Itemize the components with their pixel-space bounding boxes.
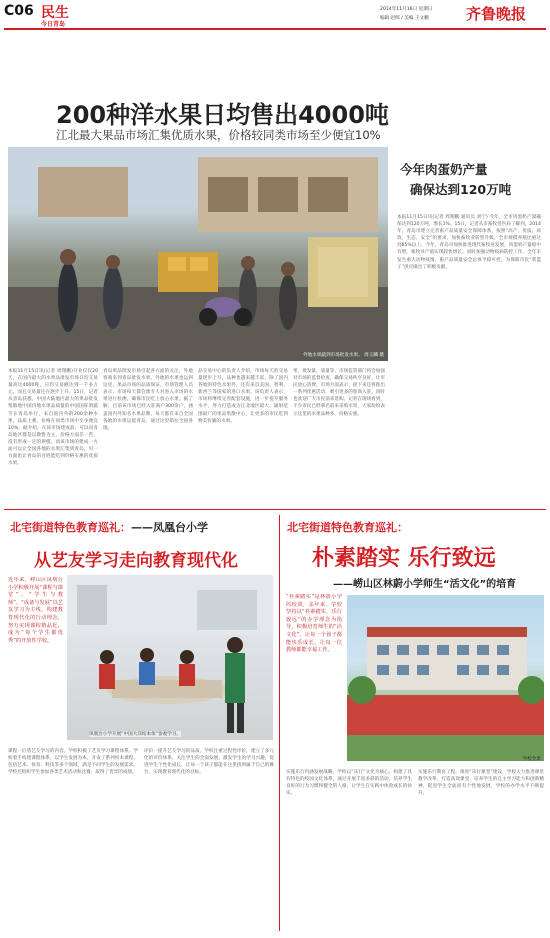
- campus-illustration: [347, 595, 544, 761]
- left-feature-photo: [67, 575, 273, 740]
- editor-line: 编辑 赵晖 / 美编 王文鹏: [380, 16, 429, 21]
- left-feature-dash: ——: [131, 521, 153, 534]
- left-feature-body-1: 课程一后盾艺友学习的内容。学校积极了艺友学习课程体系。学校着手构建课程体系，以学生发展为本，开发了系列校本课程，包括艺术、体育、科技等多个领域，满足不同学生的发展需求。学校还组织学生参加各类艺术活动和比赛，取得了优异的成绩。: [8, 749, 138, 776]
- right-feature-photo-caption: 学校全景: [522, 757, 541, 761]
- lead-column-1: 本报11月15日讯(记者 周翔鹏)开业仅仅20天，在国内最大的水果品批发市场日均交易量高达4000吨，日均交易额达到一千多万元，而且交易量还在逐步上升。15日，记者从青岛获悉，中国大陆地区最大的果品批发集散地中国内地水果品质量的中国国际果蔬节在青岛举行，来自国内外的200余种水果，品质上乘，价格在同类市场中至少便宜10%。据介绍，在该市场建成前，可以说青岛地区都是以散售为主，价格方面差一些，没有形成一定的规模。而该市场的建成一方面可以让全国各地的水果汇集到青岛，另一方面也让青岛的百姓能吃到价格实惠的优质水果。: [8, 369, 98, 467]
- header-red-rule: [4, 28, 546, 30]
- left-feature-series: 北宅街道特色教育巡礼：: [10, 521, 131, 534]
- left-feature-intro: 近年来，崂山区凤凰台小学积极开展“课程与课堂”、“学生与教师”、“成备与发展”以艺友学习为主线，构建教育现代化的行动理念，努力实现课程精品化、成为“每个学生都优秀”的开放性学校。: [8, 577, 63, 644]
- egg-story-title-line2: 确保达到120万吨: [410, 182, 512, 197]
- right-feature-body-2: 实施乐行教育工程，推进“乐行课堂”建设，学校大力推进课堂教学改革，打造高效课堂，培养学生的自主学习能力和创新精神，促进学生全面而有个性地发展，学校的办学水平不断提升。: [418, 770, 544, 797]
- left-feature-body-2: 评价一提升艺友学习的品质。学校注重过程性评价，建立了多元化的评价体系，关注学生的全面发展，激发学生的学习兴趣，促进学生个性化成长，让每一个孩子都能在这里找到属于自己的舞台，实现教育现代化的目标。: [144, 749, 274, 776]
- lead-headline: 200种洋水果日均售出4000吨: [56, 101, 389, 129]
- right-feature-label: 北宅街道特色教育巡礼：: [287, 521, 408, 534]
- lead-subheadline: 江北最大果品市场汇集优质水果，价格较同类市场至少便宜10%: [56, 128, 381, 142]
- section-divider: [4, 509, 546, 510]
- lead-column-4: 果、批发量、质量等，市场监管部门将会加强对市场的监督检查，确保交易秩序良好，让市民放心消费。市场方面表示，接下来还将推出一系列优惠活动，吸引更多的客商入驻，同时也欢迎广大市民前来选购。记者在现场看到，不少市民已经慕名前来采购水果，大家纷纷表示这里的水果品种多、价格实惠。: [293, 369, 385, 417]
- right-feature-title: 朴素踏实 乐行致远: [312, 546, 496, 571]
- lead-photo: [8, 147, 388, 361]
- egg-story-body: 本报11月15日讯(记者 周翔鹏 通讯员 刘宁) 今年，全市肉蛋奶产量确保达到120万吨，增长1%。15日，记者从市畜牧兽医局了解到，2014年，青岛市建立完善畜产品质量安全保障体系，按照“高产、优质、高效、生态、安全”的要求，加快畜牧业转型升级，全市规模养殖比重达到85%以上。今年，青岛市加快推进现代畜牧业发展，肉蛋奶产量稳中有增，畜牧业产值实现较快增长。同时加强动物疫病防控工作，全年未发生重大动物疫情，畜产品质量安全总体平稳可控，为保障市民“菜篮子”供应做出了积极贡献。: [397, 215, 541, 270]
- page-code: C06: [4, 3, 34, 19]
- left-feature-school: 凤凰台小学: [153, 521, 208, 534]
- left-feature-label: [10, 519, 208, 535]
- classroom-illustration: [67, 575, 273, 740]
- right-feature-subtitle: ——崂山区林蔚小学师生“活文化”的培育: [333, 579, 517, 590]
- feature-column-divider: [279, 515, 280, 931]
- lead-column-2: 青岛果品批发市场引起各方面的关注，外地客商来到青岛批发水果，外地的水果也运到这里，果品市场的品质保证，市场管理人员表示，市场每天都会派专人对进入市场的水果进行检测，确保市民吃上放心水果。据了解，目前该市场已经入驻商户300余户，涵盖国内外知名水果品牌，每天都有来自全国各地的水果运抵青岛，通过这里销往全国各地。: [103, 369, 193, 431]
- masthead-logo: 齐鲁晚报: [466, 5, 527, 23]
- lead-photo-caption: 外地水果蔬到市场批发水果。 周玉麟 摄: [302, 353, 384, 358]
- left-feature-title: 从艺友学习走向教育现代化: [34, 551, 238, 571]
- left-feature-photo-caption: 凤凰台小学开展“中国大洋结本体”参观学习。: [89, 732, 182, 737]
- right-feature-photo: [347, 595, 544, 761]
- right-feature-body-1: 实施乐行内涵发展战略，学校以“乐行”文化为核心，构建了具有特色的校园文化体系，通过开展丰富多彩的活动，培养学生良好的行为习惯和健全的人格，让学生在实践中体验成长的快乐。: [286, 770, 412, 797]
- date-line: 2014年11月16日 星期日: [380, 7, 433, 12]
- lead-column-3: 品交易中心的负责人介绍，市场每天的交易量逐步上升，品种也越来越丰富，除了国内各地的特色水果外，还有来自美国、智利、新西兰等国家的进口水果。该负责人表示，市场将继续完善配套设施，进一步提升服务水平，努力打造成为江北地区最大、辐射范围最广的果品集散中心，让更多的市民吃到物美价廉的水果。: [198, 369, 288, 424]
- sub-section-name: 今日青岛: [41, 21, 66, 28]
- right-feature-intro: “朴素踏实”是林蔚小学的校训，多年来，学校坚持以“朴素踏实、乐行致远”的办学理念为指导，积极培育师生的“活文化”，让每一个孩子都能快乐成长，让每一位教师都能幸福工作。: [286, 594, 342, 654]
- egg-story-title-line1: 今年肉蛋奶产量: [400, 162, 488, 177]
- market-scene-illustration: [8, 147, 388, 361]
- section-name: 民生: [41, 5, 69, 21]
